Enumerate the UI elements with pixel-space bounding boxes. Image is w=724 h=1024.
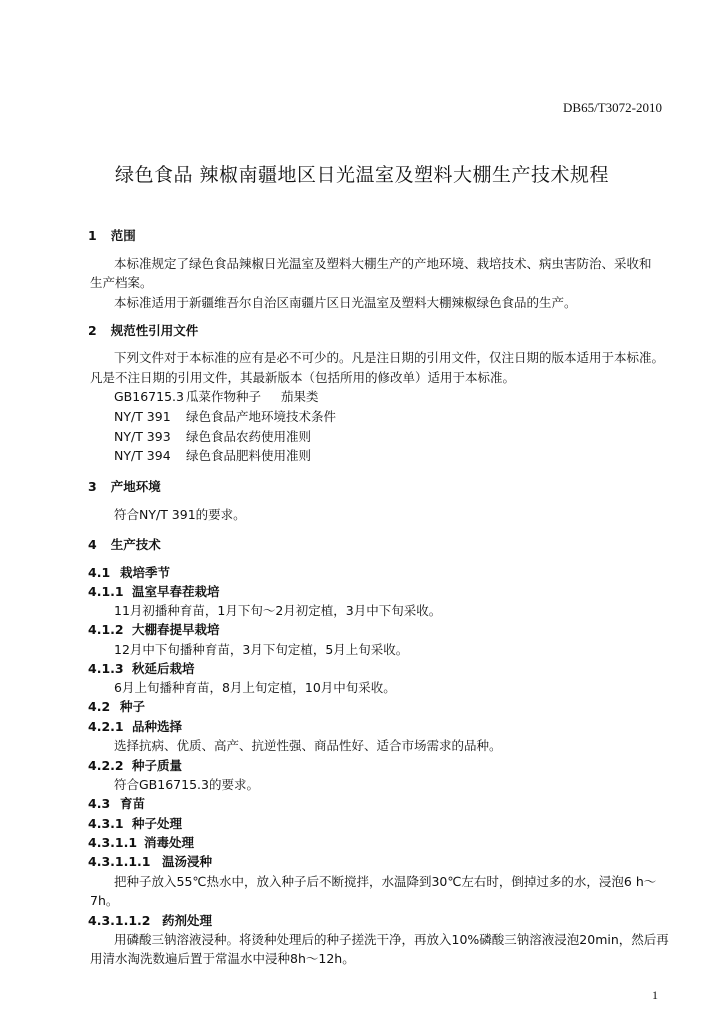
- subsection-heading: [88, 719, 182, 735]
- section-number: 4: [88, 537, 97, 552]
- reference-code: NY/T 394: [114, 448, 171, 463]
- subsection-heading: [88, 565, 170, 581]
- section-title: 品种选择: [132, 719, 183, 734]
- section-number: 2: [88, 323, 97, 338]
- subsection-heading: [88, 622, 220, 638]
- paragraph: 选择抗病、优质、高产、抗逆性强、商品性好、适合市场需求的品种。: [114, 738, 502, 753]
- reference-code: NY/T 391: [114, 409, 171, 424]
- paragraph: 12月中下旬播种育苗，3月下旬定植，5月上旬采收。: [114, 642, 409, 657]
- section-title: 温室早春茬栽培: [132, 584, 220, 599]
- reference-item: [114, 409, 336, 425]
- section-title: 育苗: [120, 796, 146, 811]
- reference-title: 绿色食品产地环境技术条件: [186, 409, 337, 424]
- paragraph-continued: 生产档案。: [90, 275, 153, 290]
- subsection-heading: [88, 661, 195, 677]
- reference-code: NY/T 393: [114, 429, 171, 444]
- section-title: 秋延后栽培: [132, 661, 195, 676]
- paragraph-continued: 凡是不注日期的引用文件，其最新版本（包括所用的修改单）适用于本标准。: [90, 370, 516, 385]
- section-4-heading: [88, 537, 161, 553]
- paragraph: 符合GB16715.3的要求。: [114, 777, 259, 792]
- paragraph: 11月初播种育苗，1月下旬～2月初定植，3月中下旬采收。: [114, 603, 442, 618]
- section-number: 4.1.2: [88, 622, 124, 637]
- section-title: 温汤浸种: [162, 854, 213, 869]
- paragraph: 下列文件对于本标准的应有是必不可少的。凡是注日期的引用文件，仅注日期的版本适用于本标准。: [114, 350, 665, 365]
- paragraph: 符合NY/T 391的要求。: [114, 507, 246, 522]
- section-title: 大棚春提早栽培: [132, 622, 220, 637]
- section-2-heading: [88, 323, 198, 339]
- reference-code: GB16715.3: [114, 389, 184, 404]
- paragraph: 用磷酸三钠溶液浸种。将烫种处理后的种子搓洗干净，再放入10%磷酸三钠溶液浸泡20min，然后再: [114, 932, 669, 947]
- section-number: 4.3.1.1.2: [88, 913, 151, 928]
- section-3-heading: [88, 479, 161, 495]
- section-number: 4.1.1: [88, 584, 124, 599]
- page-number: 1: [652, 988, 658, 1002]
- section-title: 药剂处理: [162, 913, 213, 928]
- section-title: 规范性引用文件: [110, 323, 199, 338]
- section-1-heading: [88, 228, 136, 244]
- section-number: 4.2.2: [88, 758, 124, 773]
- paragraph: 把种子放入55℃热水中，放入种子后不断搅拌，水温降到30℃左右时，倒掉过多的水，浸泡6 h～: [114, 874, 657, 889]
- section-title: 范围: [110, 228, 136, 243]
- section-number: 4.2: [88, 699, 111, 714]
- section-title: 产地环境: [110, 479, 161, 494]
- section-number: 4.3: [88, 796, 111, 811]
- subsection-heading: [88, 854, 212, 870]
- section-number: 3: [88, 479, 97, 494]
- document-title: 绿色食品 辣椒南疆地区日光温室及塑料大棚生产技术规程: [114, 164, 610, 186]
- section-title: 生产技术: [110, 537, 161, 552]
- reference-title: 绿色食品农药使用准则: [186, 429, 312, 444]
- section-number: 4.3.1: [88, 816, 124, 831]
- section-title: 种子: [120, 699, 146, 714]
- reference-title: 瓜菜作物种子: [186, 389, 262, 404]
- section-number: 4.2.1: [88, 719, 124, 734]
- paragraph: 6月上旬播种育苗，8月上旬定植，10月中旬采收。: [114, 680, 396, 695]
- section-number: 4.1.3: [88, 661, 124, 676]
- subsection-heading: [88, 758, 182, 774]
- reference-item: [114, 429, 311, 445]
- section-title: 消毒处理: [144, 835, 195, 850]
- reference-subtitle: 茄果类: [281, 389, 319, 404]
- reference-item: [114, 389, 319, 405]
- subsection-heading: [88, 796, 145, 812]
- section-title: 种子质量: [132, 758, 183, 773]
- standard-code: DB65/T3072-2010: [563, 100, 662, 115]
- paragraph-continued: 7h。: [90, 893, 119, 908]
- paragraph: 本标准规定了绿色食品辣椒日光温室及塑料大棚生产的产地环境、栽培技术、病虫害防治、采收和: [114, 256, 652, 271]
- section-number: 4.1: [88, 565, 111, 580]
- subsection-heading: [88, 584, 220, 600]
- reference-item: [114, 448, 311, 464]
- reference-title: 绿色食品肥料使用准则: [186, 448, 312, 463]
- section-title: 种子处理: [132, 816, 183, 831]
- section-number: 4.3.1.1: [88, 835, 138, 850]
- subsection-heading: [88, 913, 212, 929]
- section-number: 4.3.1.1.1: [88, 854, 151, 869]
- subsection-heading: [88, 835, 194, 851]
- subsection-heading: [88, 816, 182, 832]
- section-number: 1: [88, 228, 97, 243]
- section-title: 栽培季节: [120, 565, 171, 580]
- subsection-heading: [88, 699, 145, 715]
- paragraph-continued: 用清水淘洗数遍后置于常温水中浸种8h～12h。: [90, 951, 355, 966]
- paragraph: 本标准适用于新疆维吾尔自治区南疆片区日光温室及塑料大棚辣椒绿色食品的生产。: [114, 295, 577, 310]
